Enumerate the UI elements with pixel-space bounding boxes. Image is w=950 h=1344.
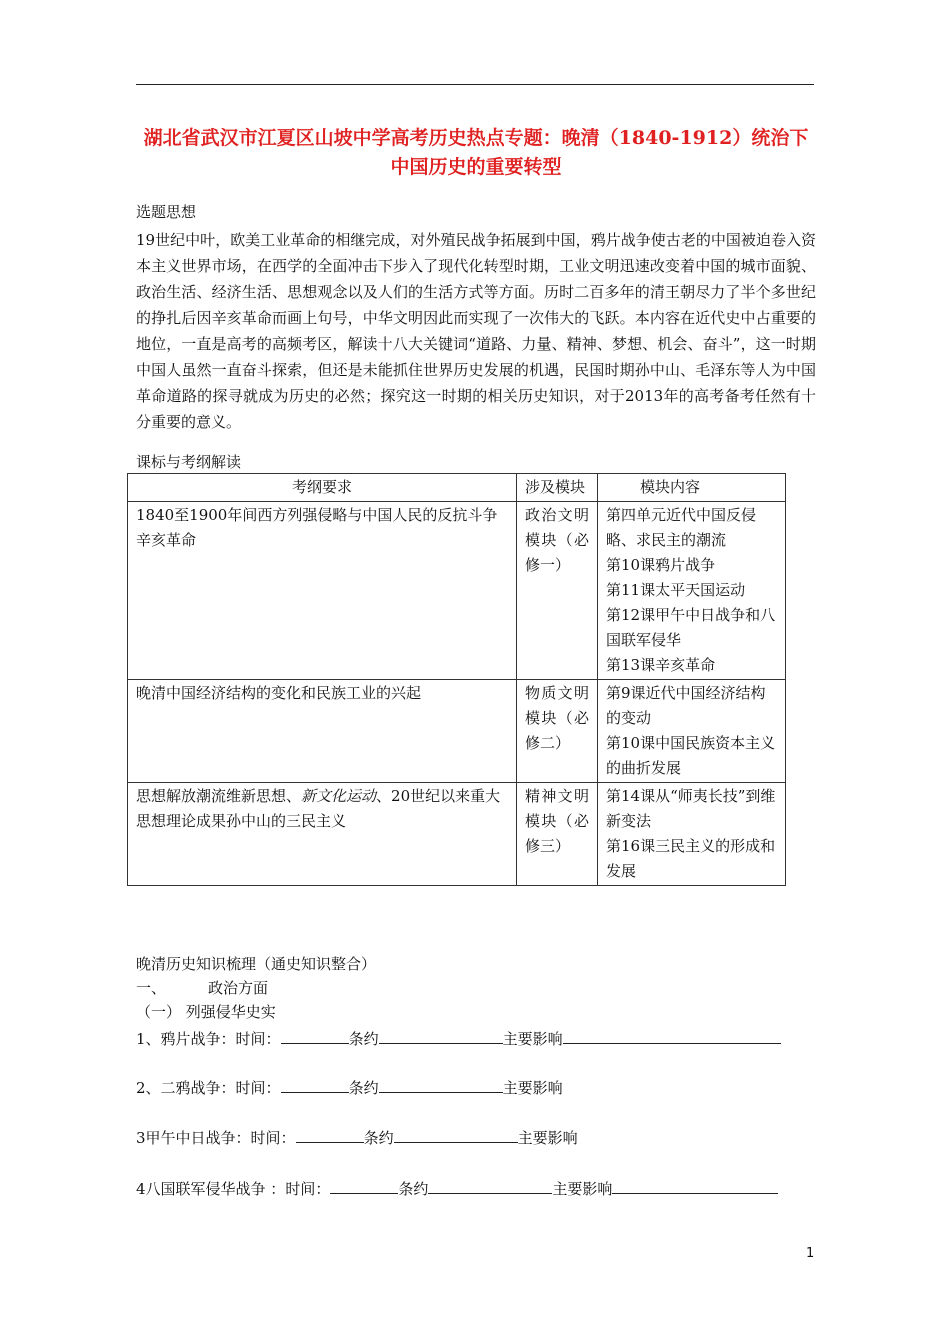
content-cell [598, 502, 786, 680]
header-rule [136, 84, 814, 85]
requirement-cell [128, 680, 517, 783]
fill-item-label: 3甲午中日战争： [136, 1129, 251, 1147]
time-label: 时间： [235, 1030, 281, 1048]
fill-item-label: 1、鸦片战争： [136, 1030, 236, 1048]
content-line: 第9课近代中国经济结构的变动 [606, 684, 766, 727]
outline-heading-1-1: （一） 列强侵华史实 [136, 1003, 276, 1021]
content-line: 第10课中国民族资本主义的曲折发展 [606, 734, 776, 777]
content-cell [598, 680, 786, 783]
impact-label: 主要影响 [502, 1030, 563, 1048]
requirement-text: 、20世纪以来重大思想理论成果孙中山的三民主义 [136, 787, 501, 830]
time-blank[interactable] [281, 1027, 349, 1044]
fill-line [136, 1126, 578, 1149]
time-blank[interactable] [296, 1126, 364, 1143]
content-line: 第13课辛亥革命 [606, 656, 716, 674]
impact-blank[interactable] [563, 1027, 781, 1044]
header-module: 涉及模块 [517, 474, 598, 502]
content-cell [598, 783, 786, 886]
treaty-label: 条约 [348, 1030, 379, 1048]
requirement-line: 辛亥革命 [136, 531, 197, 549]
time-label: 时间： [235, 1079, 281, 1097]
module-cell: 精神文明模块（必修三） [517, 783, 598, 886]
treaty-label: 条约 [348, 1079, 379, 1097]
fill-line [136, 1177, 778, 1200]
fill-line [136, 1027, 781, 1050]
outline-number: 一、 [136, 979, 167, 997]
syllabus-table [127, 473, 786, 886]
page-number: 1 [806, 1246, 815, 1261]
impact-label: 主要影响 [502, 1079, 563, 1097]
time-blank[interactable] [281, 1076, 349, 1093]
document-title: 湖北省武汉市江夏区山坡中学高考历史热点专题：晚清（1840-1912）统治下中国历史的重要转型 [143, 127, 809, 178]
section-heading-syllabus: 课标与考纲解读 [136, 453, 242, 471]
requirement-line: 晚清中国经济结构的变化和民族工业的兴起 [136, 684, 422, 702]
requirement-line: 1840至1900年间西方列强侵略与中国人民的反抗斗争 [136, 506, 498, 524]
time-label: 时间： [250, 1129, 296, 1147]
treaty-blank[interactable] [379, 1076, 503, 1093]
content-line: 第14课从“师夷长技”到维新变法 [606, 787, 776, 830]
section-heading-topic: 选题思想 [136, 203, 197, 221]
table-header-row [128, 474, 786, 502]
table-row [128, 680, 786, 783]
time-blank[interactable] [330, 1177, 398, 1194]
fill-item-label: 2、二鸦战争： [136, 1079, 236, 1097]
impact-label: 主要影响 [517, 1129, 578, 1147]
requirement-emphasis: 新文化运动 [301, 787, 377, 805]
content-line: 第10课鸦片战争 [606, 556, 716, 574]
content-line: 第12课甲午中日战争和八国联军侵华 [606, 606, 776, 649]
treaty-label: 条约 [363, 1129, 394, 1147]
section-heading-outline: 晚清历史知识梳理（通史知识整合） [136, 955, 377, 973]
treaty-blank[interactable] [394, 1126, 518, 1143]
time-label: 时间： [285, 1180, 331, 1198]
fill-line [136, 1076, 563, 1099]
module-cell: 物质文明模块（必修二） [517, 680, 598, 783]
outline-label: 政治方面 [208, 979, 269, 997]
treaty-label: 条约 [398, 1180, 429, 1198]
content-line: 第11课太平天国运动 [606, 581, 746, 599]
requirement-cell [128, 502, 517, 680]
table-row [128, 502, 786, 680]
table-row [128, 783, 786, 886]
topic-paragraph: 19世纪中叶，欧美工业革命的相继完成，对外殖民战争拓展到中国，鸦片战争使古老的中国被迫卷入资本主义世界市场，在西学的全面冲击下步入了现代化转型时期，工业文明迅速改变着中国的城市面貌、政治生活、经济生活、思想观念以及人们的生活方式等方面。历时二百多年的清王朝尽力了半个多世纪的挣扎后因辛亥革命而画上句号，中华文明因此而实现了一次伟大的飞跃。本内容在近代史中占重要的地位，一直是高考的高频考区，解读十八大关键词“道路、力量、精神、梦想、机会、奋斗”，这一时期中国人虽然一直奋斗探索，但还是未能抓住世界历史发展的机遇，民国时期孙中山、毛泽东等人为中国革命道路的探寻就成为历史的必然；探究这一时期的相关历史知识，对于2013年的高考备考任然有十分重要的意义。 [136, 231, 816, 431]
module-cell: 政治文明模块（必修一） [517, 502, 598, 680]
requirement-cell [128, 783, 517, 886]
fill-item-label: 4八国联军侵华战争 ： [136, 1180, 286, 1198]
requirement-text: 思想解放潮流维新思想、 [136, 787, 302, 805]
outline-heading-1 [136, 976, 268, 1000]
content-line: 第16课三民主义的形成和发展 [606, 837, 776, 880]
header-requirement: 考纲要求 [128, 474, 517, 502]
impact-blank[interactable] [612, 1177, 778, 1194]
impact-label: 主要影响 [552, 1180, 613, 1198]
treaty-blank[interactable] [379, 1027, 503, 1044]
content-line: 第四单元近代中国反侵略、求民主的潮流 [606, 506, 757, 549]
header-content: 模块内容 [598, 474, 786, 502]
treaty-blank[interactable] [428, 1177, 552, 1194]
